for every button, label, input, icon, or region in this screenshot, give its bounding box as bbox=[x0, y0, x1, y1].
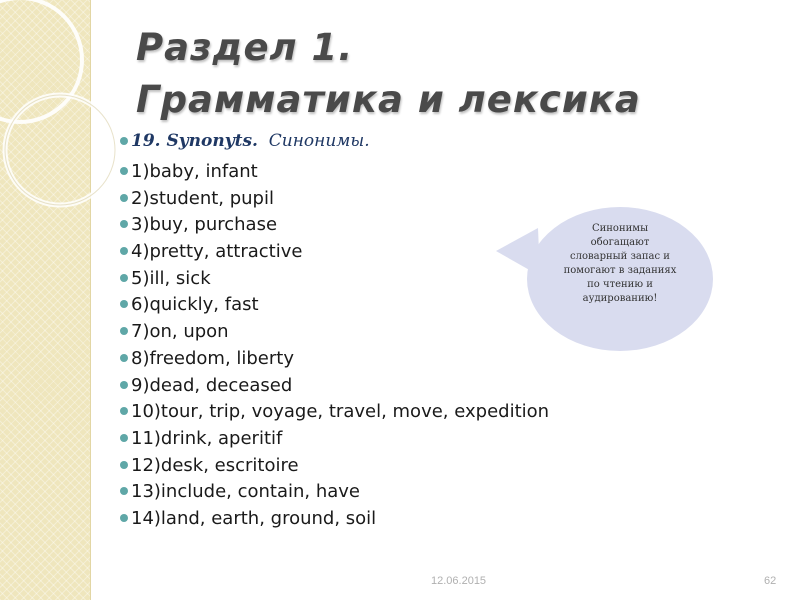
footer-date: 12.06.2015 bbox=[431, 575, 487, 587]
heading-russian: Синонимы. bbox=[268, 131, 370, 151]
list-item bbox=[120, 399, 549, 426]
bullet-icon bbox=[120, 487, 128, 495]
list-item-text: 2)student, pupil bbox=[131, 187, 274, 209]
bullet-icon bbox=[120, 407, 128, 415]
speech-bubble-line: Синонимы bbox=[591, 223, 649, 234]
bullet-icon bbox=[120, 137, 128, 145]
list-item bbox=[120, 373, 549, 400]
bullet-icon bbox=[120, 194, 128, 202]
list-item-text: 14)land, earth, ground, soil bbox=[131, 507, 377, 529]
speech-bubble-text bbox=[540, 222, 700, 306]
synonym-list bbox=[120, 159, 549, 533]
list-item bbox=[120, 212, 549, 239]
page-number: 62 bbox=[764, 575, 777, 587]
list-item-text: 9)dead, deceased bbox=[131, 374, 293, 396]
list-item-text: 6)quickly, fast bbox=[131, 294, 259, 316]
list-item-text: 5)ill, sick bbox=[131, 267, 211, 289]
list-item bbox=[120, 266, 549, 293]
bullet-icon bbox=[120, 167, 128, 175]
list-item bbox=[120, 319, 549, 346]
list-item bbox=[120, 479, 549, 506]
bullet-icon bbox=[120, 381, 128, 389]
bullet-icon bbox=[120, 354, 128, 362]
list-item bbox=[120, 186, 549, 213]
speech-bubble-line: аудированию! bbox=[582, 293, 658, 304]
list-item-text: 12)desk, escritoire bbox=[131, 454, 299, 476]
bullet-icon bbox=[120, 220, 128, 228]
list-item bbox=[120, 453, 549, 480]
bullet-icon bbox=[120, 300, 128, 308]
bullet-icon bbox=[120, 461, 128, 469]
list-item-text: 10)tour, trip, voyage, travel, move, expedition bbox=[131, 401, 550, 423]
slide-title-line1: Раздел 1. bbox=[136, 26, 354, 69]
list-item bbox=[120, 292, 549, 319]
list-item-text: 1)baby, infant bbox=[131, 161, 258, 182]
decorative-arcs bbox=[0, 0, 140, 240]
heading-english: 19. Synonyts. bbox=[131, 131, 258, 151]
section-heading bbox=[120, 131, 370, 151]
bullet-icon bbox=[120, 247, 128, 255]
bullet-icon bbox=[120, 514, 128, 522]
speech-bubble-line: по чтению и bbox=[587, 279, 653, 290]
list-item bbox=[120, 239, 549, 266]
bullet-icon bbox=[120, 434, 128, 442]
list-item-text: 11)drink, aperitif bbox=[131, 427, 283, 449]
list-item bbox=[120, 159, 549, 186]
list-item-text: 7)on, upon bbox=[131, 321, 229, 343]
speech-bubble-line: словарный запас и bbox=[570, 251, 670, 262]
list-item-text: 13)include, contain, have bbox=[131, 481, 361, 503]
list-item-text: 4)pretty, attractive bbox=[131, 241, 303, 263]
list-item bbox=[120, 506, 549, 533]
speech-bubble-line: обогащают bbox=[590, 237, 650, 248]
list-item-text: 8)freedom, liberty bbox=[131, 347, 294, 369]
list-item bbox=[120, 426, 549, 453]
slide-title-line2: Грамматика и лексика bbox=[136, 78, 641, 121]
speech-bubble-line: помогают в заданиях bbox=[563, 265, 677, 276]
list-item bbox=[120, 346, 549, 373]
bullet-icon bbox=[120, 274, 128, 282]
bullet-icon bbox=[120, 327, 128, 335]
list-item-text: 3)buy, purchase bbox=[131, 214, 278, 236]
slide-title bbox=[136, 22, 641, 126]
